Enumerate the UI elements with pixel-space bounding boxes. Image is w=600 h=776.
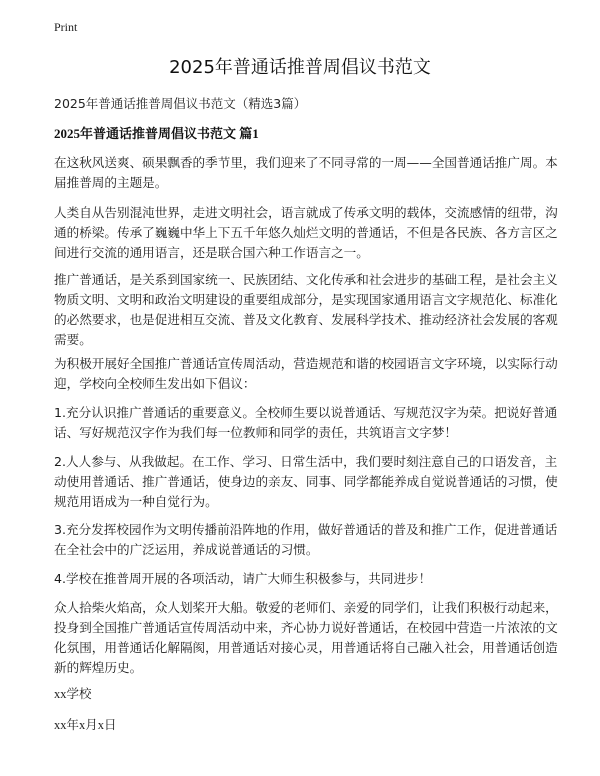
proposal-item-4: 4.学校在推普周开展的各项活动，请广大师生积极参与，共同进步！: [54, 571, 432, 586]
print-link[interactable]: Print: [54, 20, 78, 34]
paragraph-significance: 推广普通话，是关系到国家统一、民族团结、文化传承和社会进步的基础工程，是社会主义物质文明、文明和政治文明建设的重要组成部分，是实现国家通用语言文字规范化、标准化的必然要求，也是促进相互交流、普及文化教育、发展科学技术、推动经济社会发展的客观需要。: [54, 272, 558, 347]
proposal-item-1: 1.充分认识推广普通话的重要意义。全校师生要以说普通话、写规范汉字为荣。把说好普通话、写好规范汉字作为我们每一位教师和同学的责任，共筑语言文字梦！: [54, 405, 558, 440]
signature: xx学校: [54, 687, 92, 701]
proposal-item-2: 2.人人参与、从我做起。在工作、学习、日常生活中，我们要时刻注意自己的口语发音，主动使用普通话、推广普通话，使身边的亲友、同事、同学都能养成自觉说普通话的习惯，使规范用语成为一种自觉行为。: [54, 454, 558, 509]
paragraph-intro: 在这秋风送爽、硕果飘香的季节里，我们迎来了不同寻常的一周——全国普通话推广周。本届推普周的主题是。: [54, 155, 558, 190]
document-subtitle: 2025年普通话推普周倡议书范文（精选3篇）: [54, 96, 307, 111]
section-heading: 2025年普通话推普周倡议书范文 篇1: [54, 126, 259, 141]
paragraph-history: 人类自从告别混沌世界，走进文明社会，语言就成了传承文明的载体，交流感情的纽带，沟通的桥梁。传承了巍巍中华上下五千年悠久灿烂文明的普通话，不但是各民族、各方言区之间进行交流的通用语言，还是联合国六种工作语言之一。: [54, 205, 558, 260]
proposal-item-3: 3.充分发挥校园作为文明传播前沿阵地的作用，做好普通话的普及和推广工作，促进普通话在全社会中的广泛运用，养成说普通话的习惯。: [54, 522, 558, 557]
document-title: 2025年普通话推普周倡议书范文: [169, 57, 431, 78]
paragraph-closing: 众人拾柴火焰高，众人划桨开大船。敬爱的老师们、亲爱的同学们，让我们积极行动起来，投身到全国推广普通话宣传周活动中来，齐心协力说好普通话，在校园中营造一片浓浓的文化氛围，用普通话化解隔阂，用普通话对接心灵，用普通话将自己融入社会，用普通话创造新的辉煌历史。: [54, 600, 558, 675]
paragraph-call: 为积极开展好全国推广普通话宣传周活动，营造规范和谐的校园语言文字环境，以实际行动迎，学校向全校师生发出如下倡议：: [54, 356, 558, 391]
date: xx年x月x日: [54, 718, 117, 732]
